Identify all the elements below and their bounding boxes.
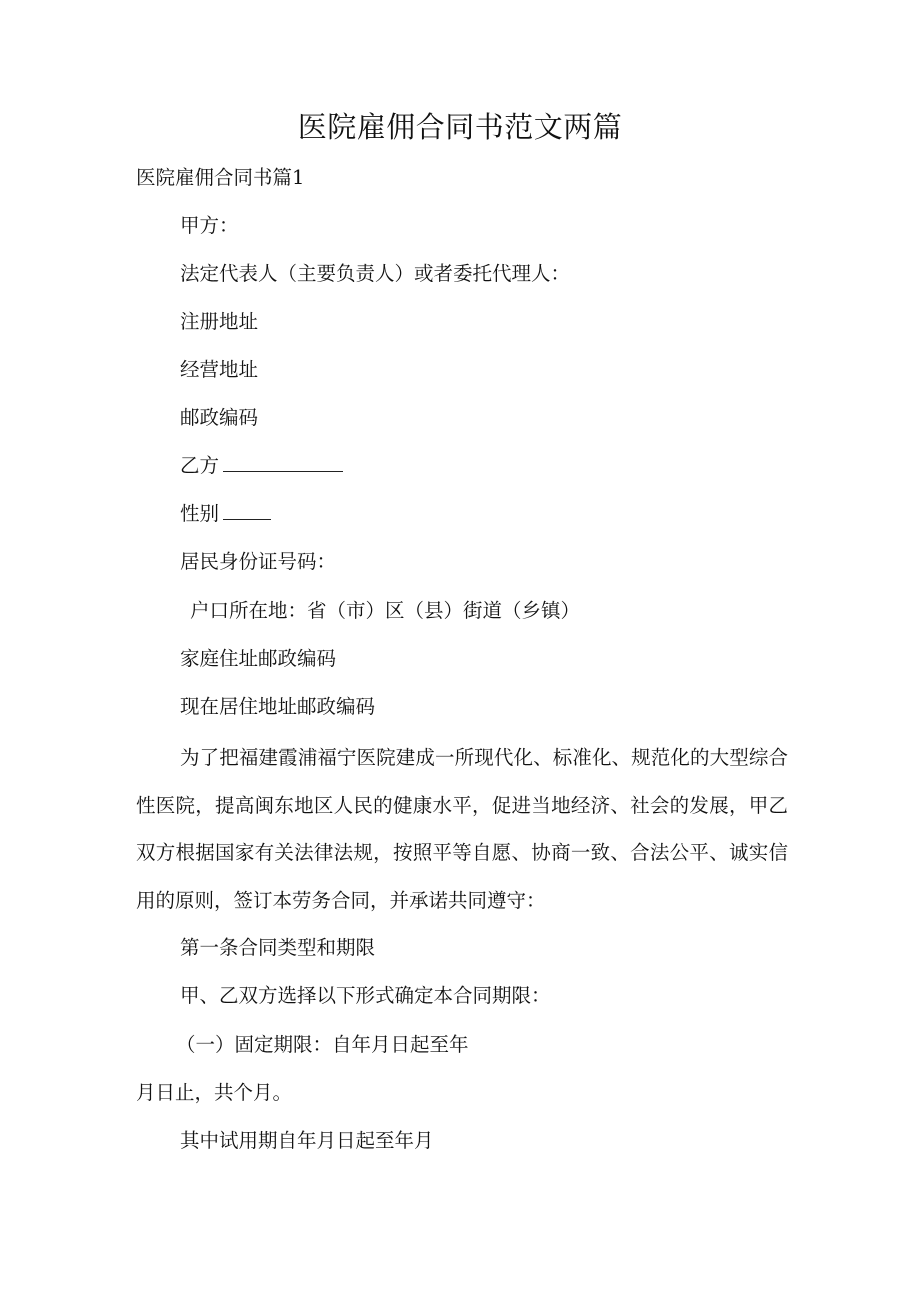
- probation-line: 其中试用期自年月日起至年月: [180, 1129, 434, 1152]
- fixed-term-line-2: 月日止，共个月。: [136, 1081, 293, 1104]
- home-address-label: 家庭住址邮政编码: [180, 647, 337, 670]
- article1-heading: 第一条合同类型和期限: [180, 936, 376, 959]
- gender-line: [180, 499, 271, 529]
- party-b-line: [180, 451, 343, 481]
- gender-blank[interactable]: [223, 499, 271, 520]
- registered-address-label: 注册地址: [180, 310, 259, 333]
- party-b-blank[interactable]: [223, 451, 343, 472]
- document-title: 医院雇佣合同书范文两篇: [297, 110, 623, 144]
- current-address-label: 现在居住地址邮政编码: [180, 695, 376, 718]
- id-number-label: 居民身份证号码：: [180, 550, 337, 573]
- intro-paragraph: 为了把福建霞浦福宁医院建成一所现代化、标准化、规范化的大型综合性医院，提高闽东地区人民的健康水平，促进当地经济、社会的发展，甲乙双方根据国家有关法律法规，按照平等自愿、协商一致、合法公平、诚实信用的原则，签订本劳务合同，并承诺共同遵守：: [136, 746, 788, 912]
- fixed-term-line-1: （一）固定期限：自年月日起至年: [176, 1033, 469, 1056]
- article1-intro: 甲、乙双方选择以下形式确定本合同期限：: [180, 984, 551, 1007]
- business-address-label: 经营地址: [180, 358, 259, 381]
- section-heading: 医院雇佣合同书篇1: [136, 166, 305, 189]
- party-a-label: 甲方：: [180, 214, 239, 237]
- gender-label: 性别: [180, 502, 220, 525]
- party-b-label: 乙方: [180, 454, 220, 477]
- postcode-label: 邮政编码: [180, 406, 259, 429]
- legal-representative-label: 法定代表人（主要负责人）或者委托代理人：: [180, 262, 571, 285]
- household-label: 户口所在地：省（市）区（县）街道（乡镇）: [190, 599, 581, 622]
